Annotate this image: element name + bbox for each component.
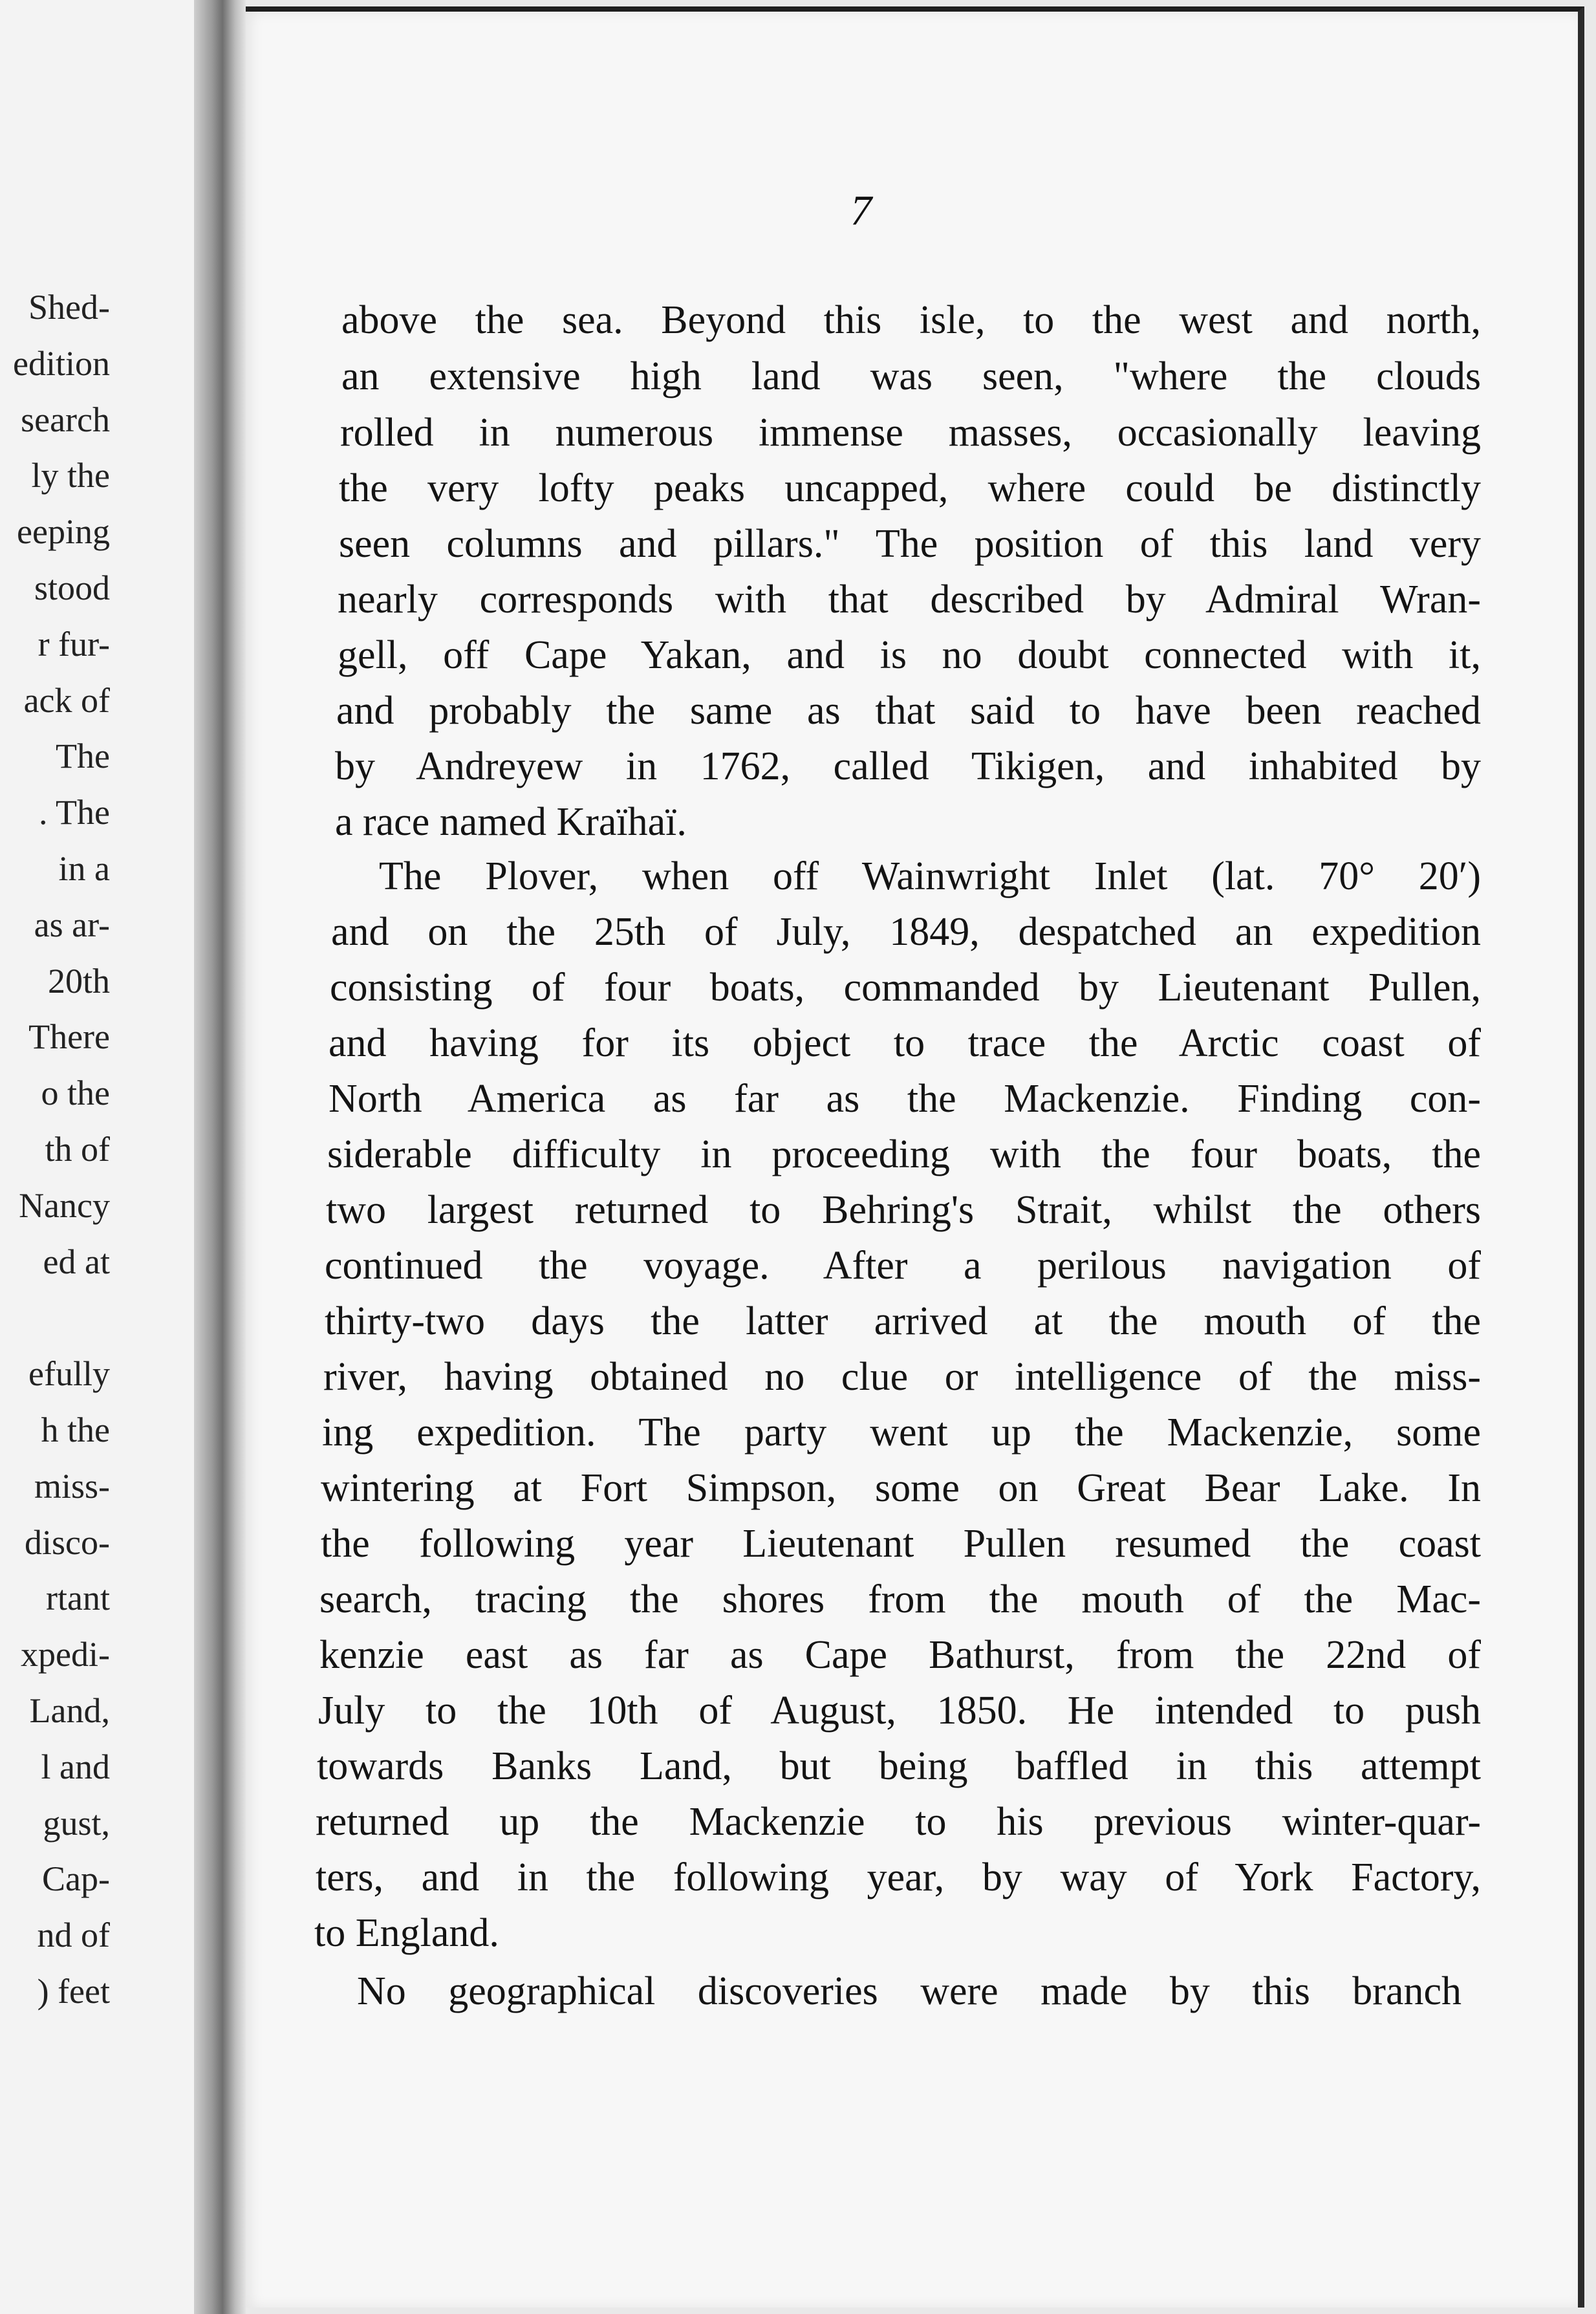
text-line: to England. [314,1911,499,1955]
left-page-line: in a [58,849,110,888]
page-number: 7 [850,187,872,234]
text-line: an extensive high land was seen, "where the clouds [341,354,1481,398]
text-line: two largest returned to Behring's Strait, whilst the others [326,1188,1481,1232]
text-line: kenzie east as far as Cape Bathurst, from the 22nd of [319,1633,1481,1677]
text-line: returned up the Mackenzie to his previous winter-quar- [316,1800,1481,1844]
text-line: and having for its object to trace the Arctic coast of [329,1021,1481,1065]
text-line: thirty-two days the latter arrived at the mouth of the [325,1299,1481,1343]
text-line: ters, and in the following year, by way of York Factory, [316,1855,1481,1899]
left-page-line: Cap- [42,1859,110,1899]
body-text [246,12,1578,2308]
left-page-line: h the [41,1411,110,1449]
text-line: the very lofty peaks uncapped, where could be distinctly [339,466,1481,510]
text-line: wintering at Fort Simpson, some on Great Bear Lake. In [321,1466,1481,1510]
left-page-line: th of [45,1130,110,1169]
left-page-line: 20th [47,961,110,1000]
left-page-line: Nancy [19,1185,110,1225]
left-page-line: stood [34,568,110,607]
text-line: consisting of four boats, commanded by Lieutenant Pullen, [330,966,1481,1010]
left-page-line: gust, [43,1803,110,1843]
left-page-line: rtant [46,1579,110,1618]
book-page [246,6,1584,2308]
text-line: siderable difficulty in proceeding with the four boats, the [327,1132,1481,1176]
left-page-line: r fur- [38,624,110,664]
text-line: continued the voyage. After a perilous navigation of [325,1244,1481,1288]
left-page-line: ack of [23,680,110,720]
left-page-line: search [21,400,110,439]
left-page-line: ly the [31,456,110,495]
left-page-line: There [28,1017,110,1057]
text-line: above the sea. Beyond this isle, to the west and north, [341,298,1481,342]
left-page-line: miss- [34,1466,110,1506]
text-line: and probably the same as that said to have been reached [336,689,1481,733]
left-page-line: eeping [17,512,110,552]
left-page-line: edition [13,343,110,383]
text-line: No geographical discoveries were made by this branch [357,1969,1461,2013]
left-page-line: as ar- [34,905,110,944]
text-line: North America as far as the Mackenzie. Finding con- [329,1077,1481,1121]
left-page-line: disco- [25,1522,110,1562]
text-line: by Andreyew in 1762, called Tikigen, and inhabited by [335,744,1481,788]
left-page-line: o the [41,1074,110,1113]
text-line: rolled in numerous immense masses, occasionally leaving [340,411,1481,455]
text-line: nearly corresponds with that described by Admiral Wran- [338,578,1481,622]
text-line: river, having obtained no clue or intelligence of the miss- [323,1355,1481,1399]
text-line: and on the 25th of July, 1849, despatched an expedition [331,910,1481,954]
text-line: The Plover, when off Wainwright Inlet (lat. 70° 20′) [379,854,1481,898]
text-line: ing expedition. The party went up the Mackenzie, some [322,1411,1481,1454]
text-line: towards Banks Land, but being baffled in this attempt [317,1744,1481,1788]
left-page-line: . The [39,793,110,832]
previous-page-fragment [0,0,194,2314]
book-gutter [194,0,246,2314]
left-page-line: xpedi- [21,1635,110,1674]
left-page-line: efully [28,1354,110,1394]
text-line: search, tracing the shores from the mouth of the Mac- [319,1577,1481,1621]
text-line: July to the 10th of August, 1850. He intended to push [318,1689,1481,1733]
left-page-line: l and [41,1747,110,1786]
left-page-line: ed at [43,1242,110,1281]
left-page-line: ) feet [37,1972,110,2011]
left-page-line: nd of [37,1916,110,1955]
left-page-line: The [56,737,110,776]
text-line: gell, off Cape Yakan, and is no doubt connected with it, [338,633,1481,677]
text-line: a race named Kraïhaï. [335,800,687,844]
left-page-line: Shed- [28,288,110,327]
text-line: the following year Lieutenant Pullen resumed the coast [321,1522,1481,1566]
left-page-line: Land, [29,1691,110,1730]
text-line: seen columns and pillars." The position of this land very [339,522,1481,566]
